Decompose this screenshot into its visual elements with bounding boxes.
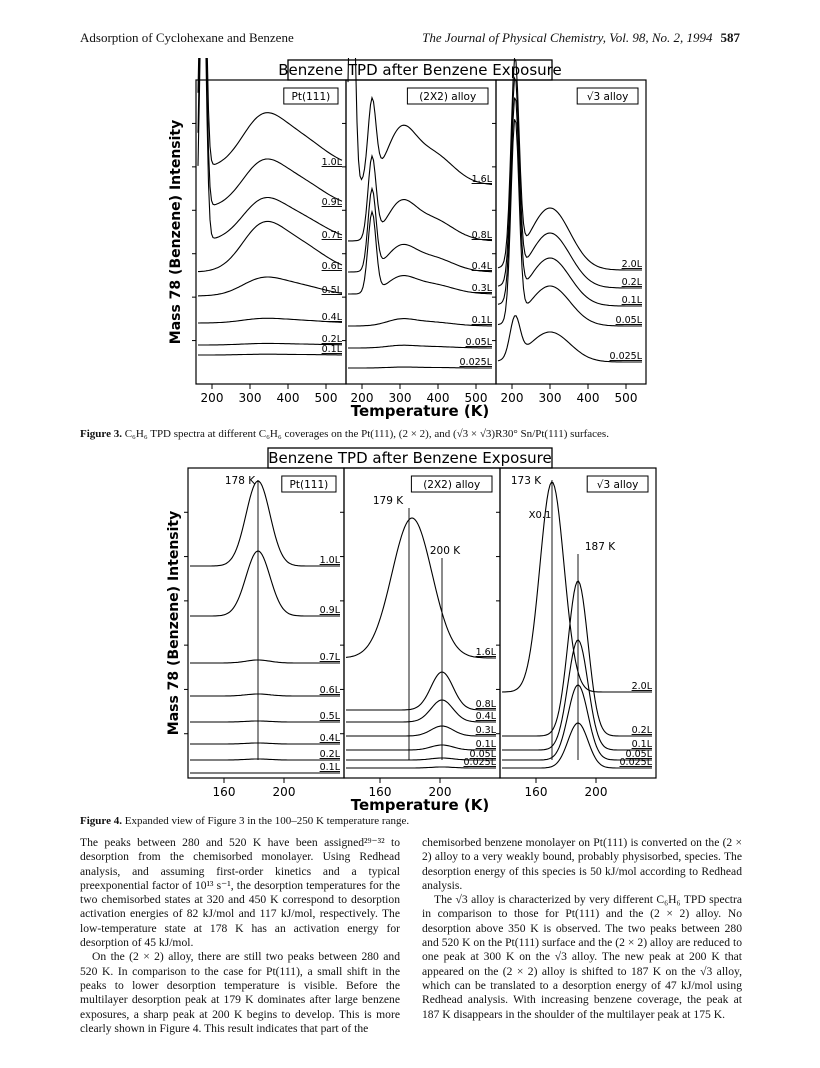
tpd-trace [190,660,340,663]
coverage-label: 2.0L [631,681,652,692]
x-tick-label: 200 [200,391,224,405]
coverage-label: 0.05L [625,749,652,760]
x-axis-label: Temperature (K) [350,402,490,420]
figure-3-plot [0,58,820,423]
journal-citation [422,30,740,46]
coverage-label: 1.0L [321,157,342,168]
figure-4 [0,446,820,819]
scale-factor-label: X0.1 [528,510,552,521]
x-tick-label: 160 [524,785,548,799]
coverage-label: 0.4L [319,733,340,744]
coverage-label: 0.1L [631,739,652,750]
coverage-label: 0.9L [321,197,342,208]
coverage-label: 0.1L [471,315,492,326]
panel-label: Pt(111) [291,91,331,103]
coverage-label: 0.5L [321,285,342,296]
coverage-label: 0.3L [471,283,492,294]
coverage-label: 0.1L [621,295,642,306]
panel-label: (2X2) alloy [419,91,477,103]
x-tick-label: 500 [464,391,488,405]
page-header [80,30,740,46]
figure-4-caption-label: Figure 4. [80,815,122,827]
coverage-label: 0.5L [319,711,340,722]
coverage-label: 0.1L [319,762,340,773]
coverage-label: 0.4L [471,261,492,272]
tpd-trace [198,354,342,355]
paragraph: chemisorbed benzene monolayer on Pt(111) is converted on the (2 × 2) alloy to a very weakly bound, probably physisorbed, species. The desorption energy of this species is 50 kJ/mol according to Redhead analysis. [422,836,742,892]
x-tick-label: 300 [388,391,412,405]
x-tick-label: 200 [272,785,296,799]
coverage-label: 0.2L [319,749,340,760]
tpd-trace [190,481,340,566]
x-tick-label: 200 [584,785,608,799]
figure-4-caption [80,815,740,827]
peak-label: 187 K [584,541,616,553]
x-tick-label: 200 [350,391,374,405]
figure-title: Benzene TPD after Benzene Exposure [268,449,552,467]
panel-frame [188,468,344,778]
x-tick-label: 500 [614,391,638,405]
x-tick-label: 200 [428,785,452,799]
x-tick-label: 500 [314,391,338,405]
tpd-trace [198,58,342,238]
tpd-trace [190,721,340,722]
coverage-label: 0.3L [475,725,496,736]
figure-3-caption [80,428,740,440]
running-title: Adsorption of Cyclohexane and Benzene [80,30,294,45]
coverage-label: 0.9L [319,605,340,616]
coverage-label: 0.05L [465,337,492,348]
tpd-trace [198,221,342,271]
coverage-label: 1.6L [471,174,492,185]
panel-label: √3 alloy [596,479,639,491]
paragraph: On the (2 × 2) alloy, there are still two peaks between 280 and 520 K. In comparison to the case for Pt(111), a small shift in the peaks to lower desorption temperature is visible. Before the multilayer desorption peak at 179 K dominates after large benzene exposures, a sharp peak at 200 K begins to develop. This is more clearly shown in Figure 4. This result indicates that part of the [80,950,400,1035]
figure-3-caption-label: Figure 3. [80,428,122,440]
coverage-label: 0.6L [321,261,342,272]
x-axis-label: Temperature (K) [350,796,490,814]
coverage-label: 0.4L [475,711,496,722]
body-column-left [80,836,400,1036]
tpd-trace [198,343,342,345]
figure-4-caption-text: Expanded view of Figure 3 in the 100–250 K temperature range. [124,815,410,827]
coverage-label: 2.0L [621,259,642,270]
tpd-trace [502,581,652,736]
peak-label: 178 K [224,475,256,487]
tpd-trace [346,726,496,736]
coverage-label: 0.05L [615,315,642,326]
x-tick-label: 300 [538,391,562,405]
tpd-trace [348,212,492,294]
x-tick-label: 200 [500,391,524,405]
tpd-trace [198,318,342,323]
coverage-label: 0.025L [463,757,496,768]
tpd-trace [190,743,340,744]
figure-title: Benzene TPD after Benzene Exposure [278,61,562,79]
x-tick-label: 400 [276,391,300,405]
coverage-label: 0.2L [321,334,342,345]
x-tick-label: 300 [238,391,262,405]
y-axis-label: Mass 78 (Benzene) Intensity [168,119,184,345]
coverage-label: 0.025L [609,351,642,362]
journal-name: The Journal of Physical Chemistry, Vol. 98, No. 2, 1994 [422,30,713,45]
panel-label: √3 alloy [586,91,629,103]
coverage-label: 0.025L [619,757,652,768]
tpd-trace [190,551,340,616]
tpd-trace [348,319,492,326]
figure-4-plot [0,446,820,814]
tpd-trace [190,759,340,760]
paragraph: The peaks between 280 and 520 K have been assigned²⁹⁻³² to desorption from the chemisorbed monolayer. Using Redhead analysis, and assuming first-order kinetics and a typical preexponential factor of 10¹³ s⁻¹, the desorption temperatures for the two chemisorbed states at 320 and 450 K correspond to desorption activation energies of 82 kJ/mol and 117 kJ/mol, respectively. The low-temperature state at 178 K has an activation energy for desorption of 45 kJ/mol. [80,836,400,950]
coverage-label: 0.1L [321,344,342,355]
y-axis-label: Mass 78 (Benzene) Intensity [166,510,182,736]
coverage-label: 0.1L [475,739,496,750]
paragraph: The √3 alloy is characterized by very different C₆H₆ TPD spectra in comparison to those for Pt(111) and the (2 × 2) alloy. No desorption above 350 K is observed. The two peaks between 280 and 520 K on the Pt(111) surface and the (2 × 2) alloy are reduced to one peak at 300 K on the √3 alloy. The new peak at 200 K that appeared on the (2 × 2) alloy is shifted to 187 K on the √3 alloy, which can be translated to a desorption energy of 47 kJ/mol using Redhead analysis. With increasing benzene coverage, the peak at 187 K disappears in the shoulder of the multilayer peak at 175 K. [422,893,742,1021]
article-body [80,836,740,1058]
coverage-label: 0.7L [321,230,342,241]
peak-label: 200 K [429,545,461,557]
coverage-label: 0.4L [321,312,342,323]
coverage-label: 1.0L [319,555,340,566]
figure-3-caption-text: C₆H₆ TPD spectra at different C₆H₆ coverages on the Pt(111), (2 × 2), and (√3 × √3)R30° Sn/Pt(111) surfaces. [124,428,609,440]
peak-label: 179 K [372,495,404,507]
tpd-trace [190,694,340,696]
coverage-label: 0.2L [631,725,652,736]
tpd-trace [198,277,342,296]
tpd-trace [346,672,496,710]
peak-label: 173 K [510,475,542,487]
x-tick-label: 160 [212,785,236,799]
coverage-label: 0.8L [475,699,496,710]
coverage-label: 0.2L [621,277,642,288]
tpd-trace [502,482,652,692]
x-tick-label: 400 [576,391,600,405]
coverage-label: 0.05L [469,749,496,760]
panel-label: Pt(111) [289,479,329,491]
coverage-label: 0.8L [471,230,492,241]
tpd-trace [346,518,496,658]
coverage-label: 1.6L [475,647,496,658]
coverage-label: 0.025L [459,357,492,368]
page-number: 587 [720,30,740,45]
tpd-trace [502,640,652,750]
body-column-right [422,836,742,1022]
coverage-label: 0.6L [319,685,340,696]
x-tick-label: 400 [426,391,450,405]
figure-3 [0,58,820,428]
x-tick-label: 160 [368,785,392,799]
panel-label: (2X2) alloy [423,479,481,491]
coverage-label: 0.7L [319,652,340,663]
